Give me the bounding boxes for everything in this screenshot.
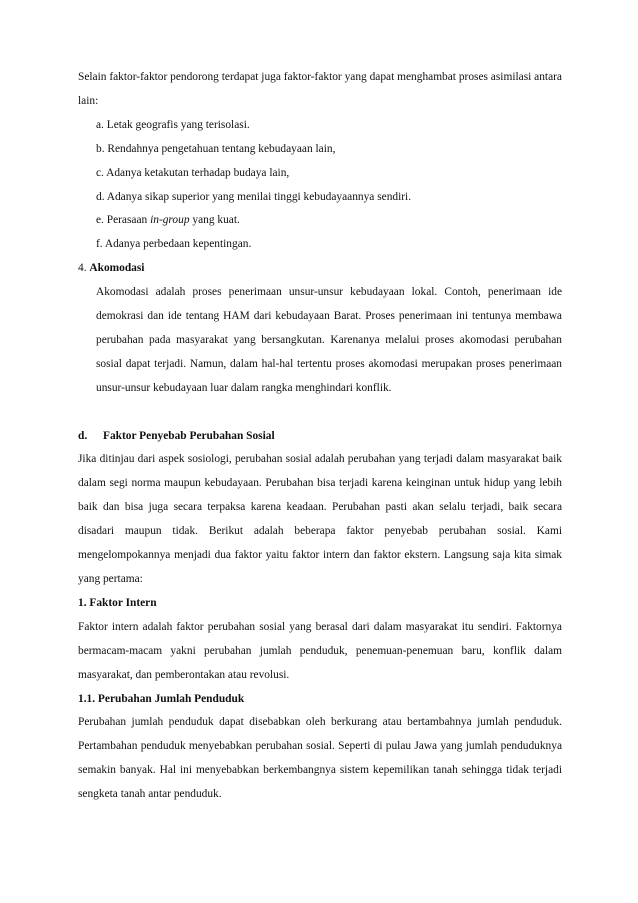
faktor-intern-heading: 1. Faktor Intern bbox=[78, 596, 157, 609]
list-item: b. Rendahnya pengetahuan tentang kebudayaan lain, bbox=[96, 142, 336, 155]
list-item: d. Adanya sikap superior yang menilai tinggi kebudayaannya sendiri. bbox=[96, 190, 412, 203]
list-item bbox=[96, 209, 562, 233]
section-title: Faktor Penyebab Perubahan Sosial bbox=[103, 429, 275, 442]
section-letter: d. bbox=[78, 429, 88, 442]
jumlah-penduduk-heading: 1.1. Perubahan Jumlah Penduduk bbox=[78, 692, 245, 705]
italic-term: in-group bbox=[150, 214, 190, 227]
document-page bbox=[78, 66, 562, 807]
akomodasi-heading bbox=[78, 257, 562, 281]
list-item: f. Adanya perbedaan kepentingan. bbox=[96, 238, 252, 251]
list-item: c. Adanya ketakutan terhadap budaya lain, bbox=[96, 166, 290, 179]
section-d-heading bbox=[78, 425, 562, 449]
akomodasi-paragraph: Akomodasi adalah proses penerimaan unsur-unsur kebudayaan lokal. Contoh, penerimaan ide demokrasi dan ide tentang HAM dari kebudayaan Barat. Proses penerimaan ini tentunya membawa perubahan pada masyarakat yang bersangkutan. Karenanya melalui proses akomodasi perubahan sosial dapat terjadi. Namun, dalam hal-hal tertentu proses akomodasi merupakan proses penerimaan unsur-unsur kebudayaan luar dalam rangka menghindari konflik. bbox=[96, 286, 562, 394]
list-item: a. Letak geografis yang terisolasi. bbox=[96, 118, 250, 131]
intro-paragraph: Selain faktor-faktor pendorong terdapat juga faktor-faktor yang dapat menghambat proses asimilasi antara lain: bbox=[78, 71, 562, 107]
list-item-suffix: yang kuat. bbox=[189, 214, 240, 227]
list-item-prefix: e. Perasaan bbox=[96, 214, 151, 227]
faktor-intern-paragraph: Faktor intern adalah faktor perubahan sosial yang berasal dari dalam masyarakat itu sendiri. Faktornya bermacam-macam yakni perubahan jumlah penduduk, penemuan-penemuan baru, konflik dalam masyarakat, dan pemberontakan atau revolusi. bbox=[78, 620, 562, 681]
section-title: Akomodasi bbox=[89, 262, 145, 275]
section-number: 4. bbox=[78, 262, 90, 275]
section-d-paragraph: Jika ditinjau dari aspek sosiologi, perubahan sosial adalah perubahan yang terjadi dalam masyarakat baik dalam segi norma maupun kebudayaan. Perubahan bisa terjadi karena keinginan untuk hidup yang lebih baik dan bisa juga secara terpaksa karena keadaan. Perubahan pasti akan selalu terjadi, baik secara disadari maupun tidak. Berikut adalah beberapa faktor penyebab perubahan sosial. Kami mengelompokannya menjadi dua faktor yaitu faktor intern dan faktor ekstern. Langsung saja kita simak yang pertama: bbox=[78, 453, 562, 586]
hambat-list bbox=[78, 114, 562, 257]
spacer bbox=[78, 401, 562, 425]
jumlah-penduduk-paragraph: Perubahan jumlah penduduk dapat disebabkan oleh berkurang atau bertambahnya jumlah penduduk. Pertambahan penduduk menyebabkan perubahan sosial. Seperti di pulau Jawa yang jumlah penduduknya semakin banyak. Hal ini menyebabkan berkembangnya sistem kepemilikan tanah sehingga tidak terjadi sengketa tanah antar penduduk. bbox=[78, 716, 562, 801]
